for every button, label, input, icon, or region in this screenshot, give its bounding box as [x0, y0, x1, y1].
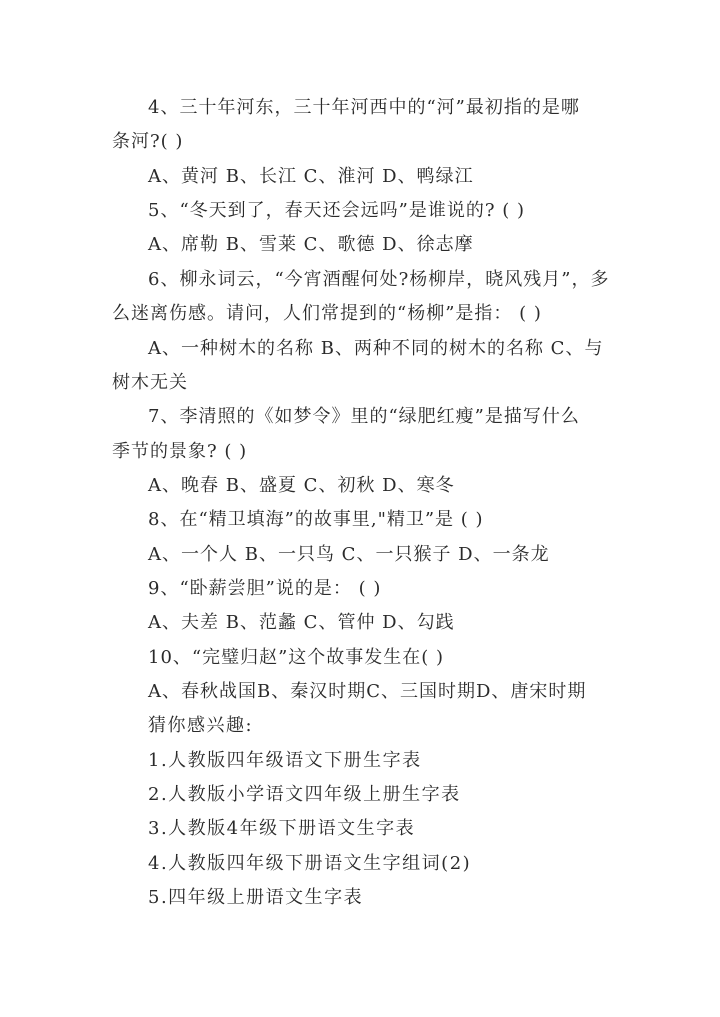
- q6-stem-line2: 么迷离伤感。请问，人们常提到的“杨柳”是指： ( ): [112, 303, 542, 324]
- q7-stem-line1: 7、李清照的《如梦令》里的“绿肥红瘦”是描写什么: [148, 406, 580, 427]
- recommend-link-1[interactable]: 1.人教版四年级语文下册生字表: [148, 750, 422, 771]
- q10-options: A、春秋战国B、秦汉时期C、三国时期D、唐宋时期: [148, 681, 587, 702]
- recommend-link-2[interactable]: 2.人教版小学语文四年级上册生字表: [148, 784, 461, 805]
- q5-options: A、席勒 B、雪莱 C、歌德 D、徐志摩: [148, 234, 474, 255]
- q4-stem-line1: 4、三十年河东，三十年河西中的“河”最初指的是哪: [148, 97, 580, 118]
- q5-stem: 5、“冬天到了，春天还会远吗”是谁说的? ( ): [148, 200, 525, 221]
- recommend-link-3[interactable]: 3.人教版4年级下册语文生字表: [148, 818, 416, 839]
- q10-stem: 10、“完璧归赵”这个故事发生在( ): [148, 647, 445, 668]
- q6-options-line2: 树木无关: [112, 372, 188, 393]
- q6-options-line1: A、一种树木的名称 B、两种不同的树木的名称 C、与: [148, 338, 604, 359]
- q7-options: A、晚春 B、盛夏 C、初秋 D、寒冬: [148, 475, 455, 496]
- q4-stem-line2: 条河?( ): [112, 131, 184, 152]
- q4-options: A、黄河 B、长江 C、淮河 D、鸭绿江: [148, 166, 474, 187]
- recommend-link-4[interactable]: 4.人教版四年级下册语文生字组词(2): [148, 853, 472, 874]
- q8-stem: 8、在“精卫填海”的故事里,"精卫”是 ( ): [148, 509, 484, 530]
- q8-options: A、一个人 B、一只鸟 C、一只猴子 D、一条龙: [148, 544, 550, 565]
- recommend-link-5[interactable]: 5.四年级上册语文生字表: [148, 887, 364, 908]
- q6-stem-line1: 6、柳永词云，“今宵酒醒何处?杨柳岸，晓风残月”，多: [148, 269, 610, 290]
- q9-options: A、夫差 B、范蠡 C、管仲 D、勾践: [148, 612, 455, 633]
- recommend-heading: 猜你感兴趣:: [148, 715, 254, 736]
- q9-stem: 9、“卧薪尝胆”说的是： ( ): [148, 578, 382, 599]
- q7-stem-line2: 季节的景象? ( ): [112, 441, 248, 462]
